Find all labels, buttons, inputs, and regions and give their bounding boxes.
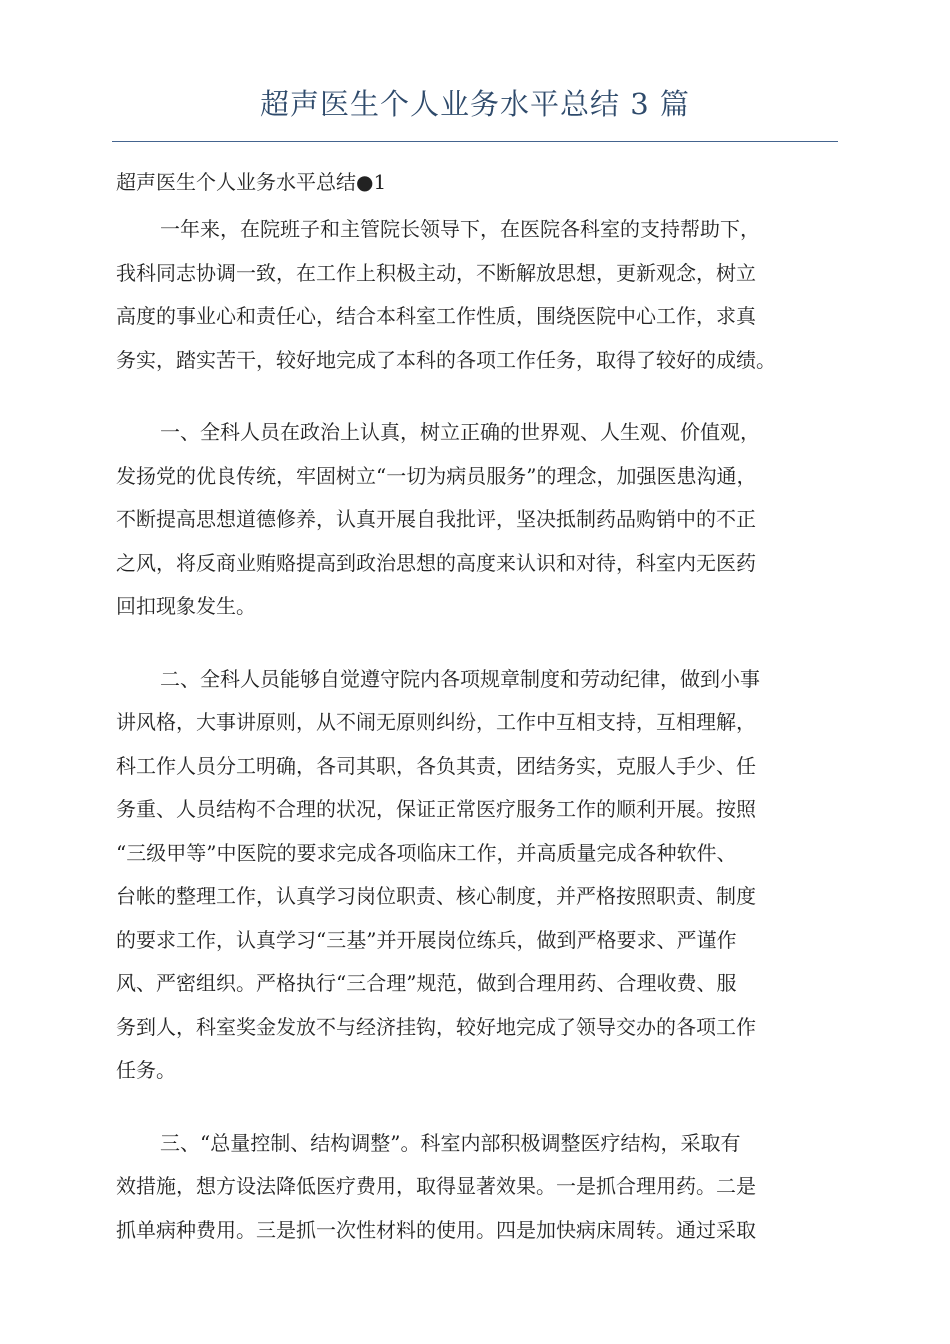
paragraph-line: 回扣现象发生。 <box>116 594 256 618</box>
document-body <box>116 208 840 1281</box>
paragraph-line: 高度的事业心和责任心，结合本科室工作性质，围绕医院中心工作，求真 <box>116 304 756 328</box>
paragraph-line: 效措施，想方设法降低医疗费用，取得显著效果。一是抓合理用药。二是 <box>116 1174 756 1198</box>
paragraph-line: 的要求工作，认真学习“三基”并开展岗位练兵，做到严格要求、严谨作 <box>116 927 737 952</box>
paragraph <box>116 411 840 629</box>
paragraph <box>116 208 840 382</box>
document-title: 超声医生个人业务水平总结 3 篇 <box>260 87 690 121</box>
paragraph-line: 一年来，在院班子和主管院长领导下，在医院各科室的支持帮助下， <box>160 217 760 241</box>
paragraph-line: 科工作人员分工明确，各司其职，各负其责，团结务实，克服人手少、任 <box>116 753 756 778</box>
paragraph-line: 讲风格，大事讲原则，从不闹无原则纠纷，工作中互相支持，互相理解， <box>116 710 756 734</box>
paragraph-line: 一、全科人员在政治上认真，树立正确的世界观、人生观、价值观， <box>160 420 760 444</box>
paragraph-line: 二、全科人员能够自觉遵守院内各项规章制度和劳动纪律，做到小事 <box>160 666 760 691</box>
section-heading: 超声医生个人业务水平总结●1 <box>116 170 387 194</box>
paragraph-line: 务重、人员结构不合理的状况，保证正常医疗服务工作的顺利开展。按照 <box>116 797 756 821</box>
paragraph <box>116 1122 840 1253</box>
paragraph-line: 之风，将反商业贿赂提高到政治思想的高度来认识和对待，科室内无医药 <box>116 550 756 575</box>
paragraph-line: 抓单病种费用。三是抓一次性材料的使用。四是加快病床周转。通过采取 <box>116 1217 756 1242</box>
paragraph-line: “三级甲等”中医院的要求完成各项临床工作，并高质量完成各种软件、 <box>116 840 737 865</box>
paragraph-line: 三、“总量控制、结构调整”。科室内部积极调整医疗结构，采取有 <box>160 1130 741 1155</box>
paragraph <box>116 658 840 1093</box>
paragraph-line: 任务。 <box>116 1058 176 1082</box>
paragraph-line: 风、严密组织。严格执行“三合理”规范，做到合理用药、合理收费、服 <box>116 971 737 995</box>
paragraph-line: 台帐的整理工作，认真学习岗位职责、核心制度，并严格按照职责、制度 <box>116 884 756 908</box>
paragraph-line: 务实，踏实苦干，较好地完成了本科的各项工作任务，取得了较好的成绩。 <box>116 347 776 372</box>
title-underline-divider <box>112 141 838 142</box>
paragraph-line: 不断提高思想道德修养，认真开展自我批评，坚决抵制药品购销中的不正 <box>116 507 756 531</box>
paragraph-line: 发扬党的优良传统，牢固树立“一切为病员服务”的理念，加强医患沟通， <box>116 463 757 488</box>
paragraph-line: 我科同志协调一致，在工作上积极主动，不断解放思想，更新观念，树立 <box>116 260 756 285</box>
paragraph-line: 务到人，科室奖金发放不与经济挂钩，较好地完成了领导交办的各项工作 <box>116 1014 756 1039</box>
